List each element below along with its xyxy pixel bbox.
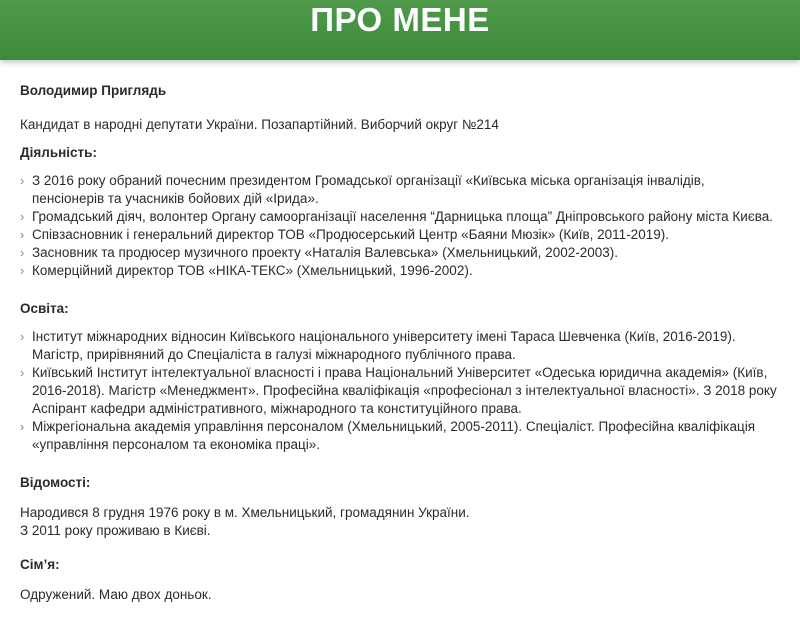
list-item: › Громадський діяч, волонтер Органу самоорганізації населення “Дарницька площа” Дніпровського району міста Києва. [20,209,773,224]
info-heading: Відомості: [20,475,91,490]
list-item: › Міжрегіональна академія управління персоналом (Хмельницький, 2005-2011). Спеціаліст. Професійна кваліфікація «управління персоналом та економіка праці». [20,419,756,452]
page-title: ПРО МЕНЕ [310,1,490,38]
chevron-right-icon: › [20,263,25,278]
family-text: Одружений. Маю двох доньок. [20,587,212,602]
family-heading: Сім’я: [20,557,60,572]
list-item: › Засновник та продюсер музичного проекту «Наталія Валевська» (Хмельницький, 2002-2003). [20,245,618,260]
education-list [20,328,780,454]
list-item: › Комерційний директор ТОВ «НІКА-ТЕКС» (Хмельницький, 1996-2002). [20,263,473,278]
info-text [20,504,780,540]
chevron-right-icon: › [20,173,25,188]
list-item: › З 2016 року обраний почесним президентом Громадської організації «Київська міська організація інвалідів, пенсіонерів та учасників бойових дій «Ірида». [20,173,705,206]
chevron-right-icon: › [20,329,25,344]
chevron-right-icon: › [20,227,25,242]
activity-heading: Діяльність: [20,145,97,160]
chevron-right-icon: › [20,365,25,380]
list-item: › Співзасновник і генеральний директор ТОВ «Продюсерський Центр «Баяни Мюзік» (Київ, 2011-2019). [20,227,669,242]
candidate-subtitle: Кандидат в народні депутати України. Позапартійний. Виборчий округ №214 [20,117,499,132]
page-header-banner [0,0,800,60]
candidate-name: Володимир Приглядь [20,83,167,98]
chevron-right-icon: › [20,245,25,260]
activity-list [20,172,780,280]
chevron-right-icon: › [20,209,25,224]
bio-content [0,82,800,604]
list-item: › Київський Інститут інтелектуальної власності і права Національний Університет «Одеська юридична академія» (Київ, 2016-2018). Магістр «Менеджмент». Професійна кваліфікація «професіонал з інтелектуальної власності». З 2018 року Аспірант кафедри адміністративного, міжнародного та конституційного права. [20,365,777,416]
chevron-right-icon: › [20,419,25,434]
education-heading: Освіта: [20,301,69,316]
list-item: › Інститут міжнародних відносин Київського національного університету імені Тараса Шевченка (Київ, 2016-2019). Магістр, прирівняний до Спеціаліста в галузі міжнародного публічного права. [20,329,736,362]
info-line: Народився 8 грудня 1976 року в м. Хмельницький, громадянин України. [20,505,470,520]
info-line: З 2011 року проживаю в Києві. [20,523,211,538]
